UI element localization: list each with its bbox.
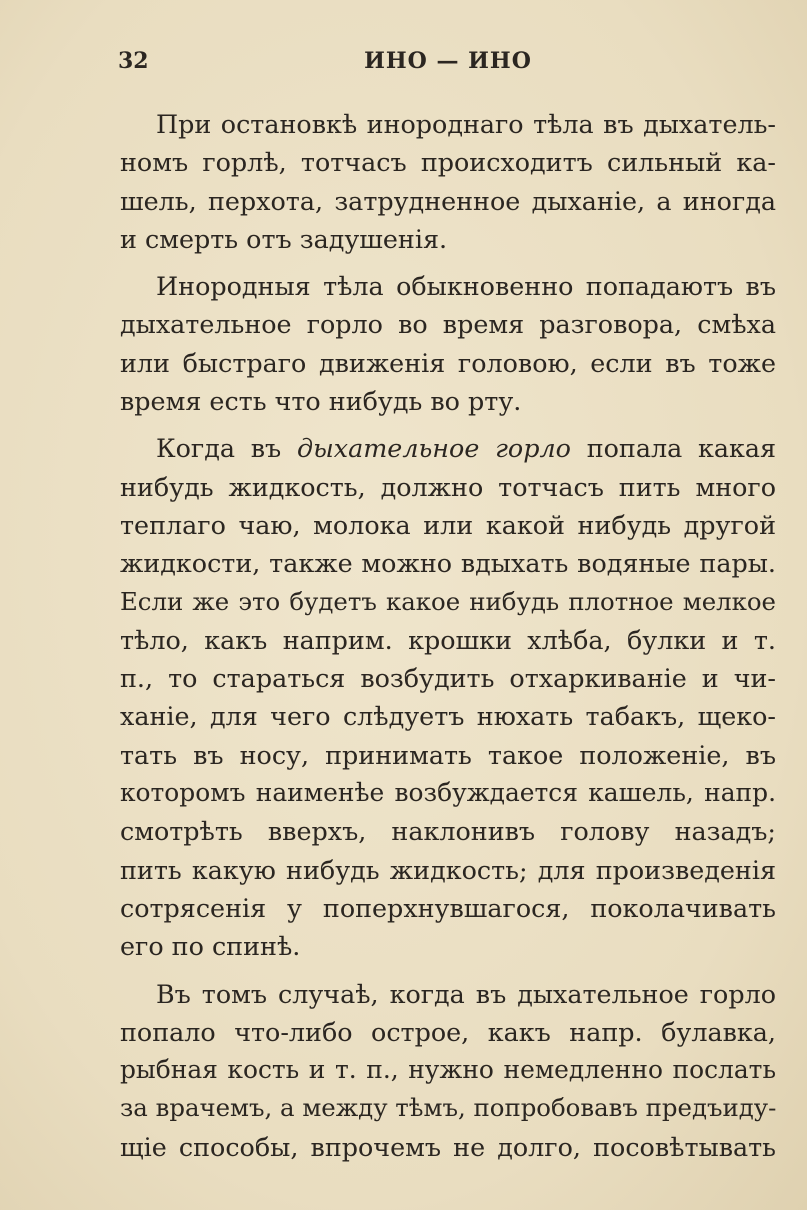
text-line: и смерть отъ задушенія. <box>120 223 448 254</box>
body-text <box>120 105 776 1175</box>
text-line: дыхательное горло во время разговора, смѣха <box>120 309 776 340</box>
text-line: или быстраго движенія головою, если въ тоже <box>120 347 776 378</box>
text-line: время есть что нибудь во рту. <box>120 386 522 417</box>
text-line-with-emphasis <box>120 429 776 467</box>
paragraph-2 <box>120 267 776 420</box>
paragraph-1 <box>120 105 776 258</box>
text-line: жидкости, также можно вдыхать водяные пары. <box>120 548 776 579</box>
text-line: щіе способы, впрочемъ не долго, посовѣтывать <box>120 1131 776 1162</box>
text-line: смотрѣть вверхъ, наклонивъ голову назадъ; <box>120 816 776 847</box>
text-line: сотрясенія у поперхнувшагося, поколачивать <box>120 892 776 923</box>
page-number: 32 <box>118 48 149 74</box>
text-line: номъ горлѣ, тотчасъ происходитъ сильный ка- <box>120 147 776 178</box>
text-line: Если же это будетъ какое нибудь плотное мелкое <box>120 586 776 616</box>
italic-term: дыхательное горло <box>296 433 571 464</box>
text-line: тѣло, какъ наприм. крошки хлѣба, булки и т. <box>120 624 776 655</box>
text-line: за врачемъ, а между тѣмъ, попробовавъ предъиду- <box>120 1093 777 1123</box>
text-line: пить какую нибудь жидкость; для произведенія <box>120 854 776 885</box>
text-line: теплаго чаю, молока или какой нибудь другой <box>120 509 776 540</box>
text-line: нибудь жидкость, должно тотчасъ пить много <box>120 471 776 502</box>
text-line: которомъ наименѣе возбуждается кашель, напр. <box>120 778 776 808</box>
text-line: его по спинѣ. <box>120 931 301 962</box>
text-line: шель, перхота, затрудненное дыханіе, а иногда <box>120 185 776 216</box>
text-line: рыбная кость и т. п., нужно немедленно послать <box>120 1055 776 1085</box>
text-line: тать въ носу, принимать такое положеніе, въ <box>120 739 776 770</box>
running-head <box>118 48 778 88</box>
text-line: попало что-либо острое, какъ напр. булавка, <box>120 1016 776 1047</box>
text-line: п., то стараться возбудить отхаркиваніе и чи- <box>120 663 776 694</box>
text-segment: попала какая <box>586 433 777 464</box>
text-line: Инородныя тѣла обыкновенно попадаютъ въ <box>156 271 776 302</box>
text-line: ханіе, для чего слѣдуетъ нюхать табакъ, щеко- <box>120 701 776 732</box>
running-head-title: ИНО — ИНО <box>364 48 532 74</box>
text-segment: Когда въ <box>156 433 282 464</box>
text-line: Въ томъ случаѣ, когда въ дыхательное горло <box>156 978 776 1009</box>
text-line: При остановкѣ инороднаго тѣла въ дыхатель- <box>156 109 776 139</box>
paragraph-4 <box>120 975 776 1166</box>
paragraph-3 <box>120 429 776 965</box>
